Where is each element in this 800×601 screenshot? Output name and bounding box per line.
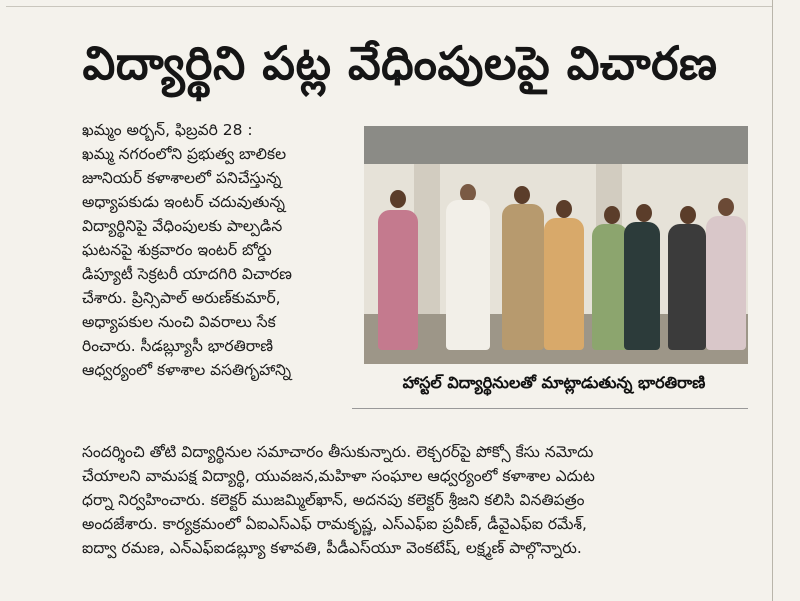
text-line: అధ్యాపకుల నుంచి వివరాలు సేక	[82, 313, 276, 331]
person-head	[718, 198, 734, 216]
person-figure	[446, 200, 490, 350]
text-line: సందర్శించి తోటి విద్యార్థినుల సమాచారం తీసుకున్నారు. లెక్చరర్‌పై పోక్సో కేసు నమోదు	[82, 443, 594, 461]
full-width-text	[82, 440, 750, 560]
person-head	[604, 206, 620, 224]
text-line: చేయాలని వామపక్ష విద్యార్థి, యువజన,మహిళా సంఘాల ఆధ్వర్యంలో కళాశాల ఎదుట	[82, 467, 595, 485]
photo-caption: హాస్టల్ విద్యార్థినులతో మాట్లాడుతున్న భారతిరాణి	[402, 373, 706, 392]
article-headline: విద్యార్థిని పట్ల వేధింపులపై విచారణ	[82, 36, 718, 90]
text-line: అందజేశారు. కార్యక్రమంలో ఏఐఎస్ఎఫ్ రామకృష్ణ, ఎస్ఎఫ్ఐ ప్రవీణ్, డీవైఎఫ్ఐ రమేశ్,	[82, 515, 587, 533]
text-line: ఆధ్వర్యంలో కళాశాల వసతిగృహాన్ని	[82, 361, 292, 379]
photo-roof	[364, 126, 748, 164]
text-line: ఐద్వా రమణ, ఎన్ఎఫ్ఐడబ్ల్యూ కళావతి, పీడీఎస్‌యూ వెంకటేష్, లక్ష్మణ్ పాల్గొన్నారు.	[82, 539, 582, 557]
top-rule	[6, 6, 772, 7]
person-head	[636, 204, 652, 222]
person-figure	[378, 210, 418, 350]
text-line: రించారు. సీడబ్ల్యూసీ భారతిరాణి	[82, 337, 274, 355]
person-head	[514, 186, 530, 204]
text-line: ఘటనపై శుక్రవారం ఇంటర్ బోర్డు	[82, 241, 272, 259]
left-column-text	[82, 118, 354, 382]
person-head	[390, 190, 406, 208]
person-head	[680, 206, 696, 224]
text-line: చేశారు. ప్రిన్సిపాల్ అరుణ్‌కుమార్,	[82, 289, 281, 307]
article-photo	[364, 126, 748, 364]
text-line: డిప్యూటీ సెక్రటరీ యాదగిరి విచారణ	[82, 265, 292, 283]
caption-rule	[352, 408, 748, 409]
person-figure	[592, 224, 628, 350]
person-figure	[544, 218, 584, 350]
person-head	[556, 200, 572, 218]
text-line: ఖమ్మ నగరంలోని ప్రభుత్వ బాలికల	[82, 145, 287, 163]
person-figure	[668, 224, 706, 350]
text-line: జూనియర్ కళాశాలలో పనిచేస్తున్న	[82, 169, 282, 187]
column-divider	[772, 0, 773, 601]
person-figure	[624, 222, 660, 350]
text-line: విద్యార్థినిపై వేధింపులకు పాల్పడిన	[82, 217, 283, 235]
text-line: ధర్నా నిర్వహించారు. కలెక్టర్ ముజమ్మిల్‌ఖాన్, అదనపు కలెక్టర్ శ్రీజని కలిసి వినతిపత్రం	[82, 491, 585, 509]
person-figure	[706, 216, 746, 350]
text-line: అధ్యాపకుడు ఇంటర్ చదువుతున్న	[82, 193, 285, 211]
person-figure	[502, 204, 544, 350]
text-line: ఖమ్మం అర్బన్, ఫిబ్రవరి 28 :	[82, 121, 253, 139]
